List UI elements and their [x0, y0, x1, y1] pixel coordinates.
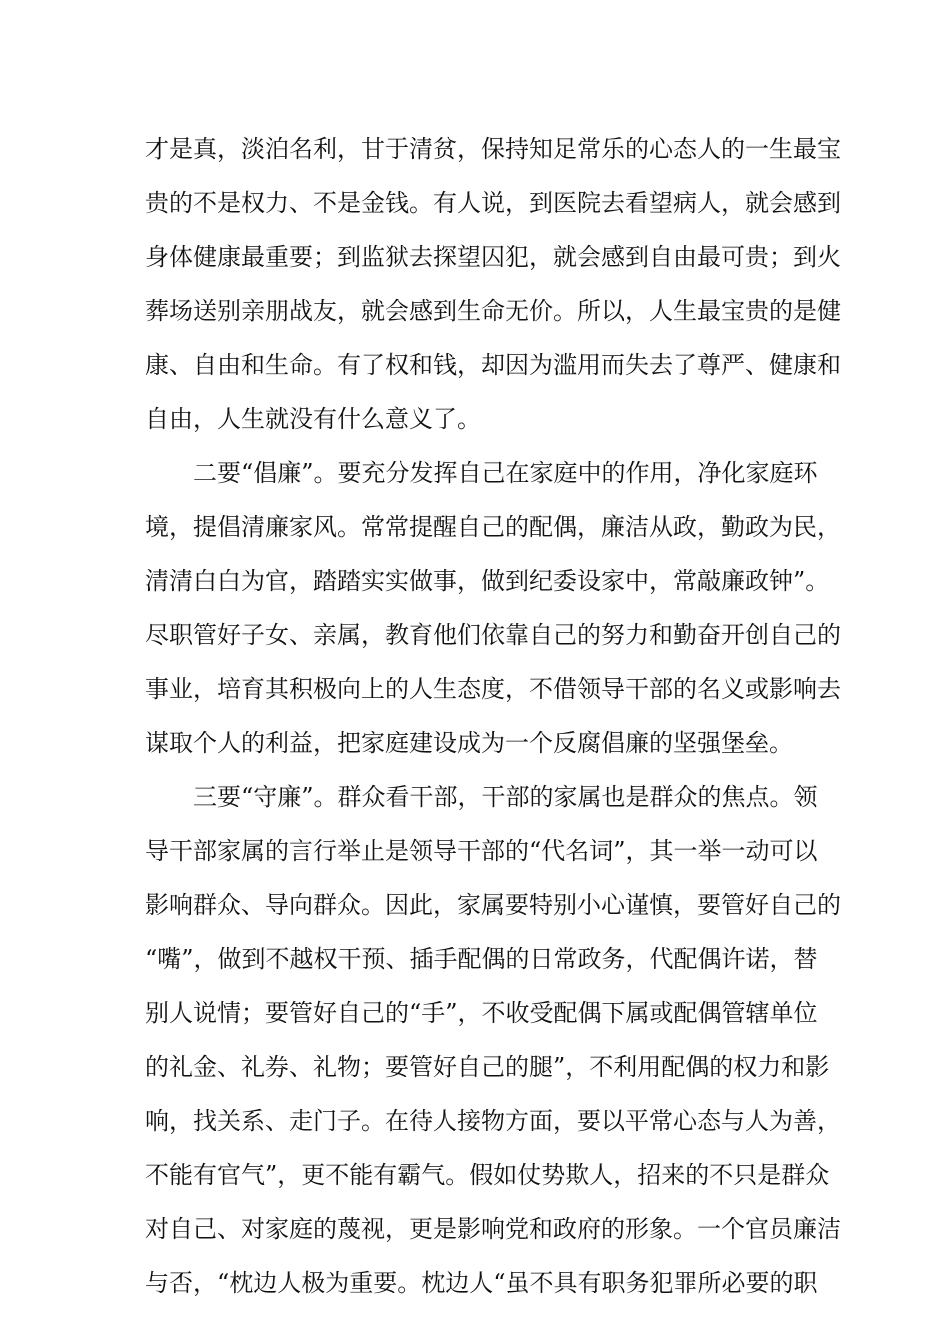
text-line: 对自己、对家庭的蔑视，更是影响党和政府的形象。一个官员廉洁 [145, 1215, 841, 1243]
text-line: 葬场送别亲朋战友，就会感到生命无价。所以，人生最宝贵的是健 [145, 297, 841, 325]
text-line: 贵的不是权力、不是金钱。有人说，到医院去看望病人，就会感到 [145, 189, 841, 217]
text-line: 的礼金、礼券、礼物；要管好自己的腿”，不利用配偶的权力和影 [145, 1053, 830, 1081]
paragraph-1 [145, 122, 841, 446]
text-line: 尽职管好子女、亲属，教育他们依靠自己的努力和勤奋开创自己的 [145, 621, 841, 649]
text-line: “嘴”，做到不越权干预、插手配偶的日常政务，代配偶许诺，替 [145, 945, 818, 973]
text-line: 响，找关系、走门子。在待人接物方面，要以平常心态与人为善， [145, 1107, 841, 1135]
text-line: 谋取个人的利益，把家庭建设成为一个反腐倡廉的坚强堡垒。 [145, 729, 793, 757]
text-line: 导干部家属的言行举止是领导干部的“代名词”，其一举一动可以 [145, 837, 818, 865]
text-line: 别人说情；要管好自己的“手”，不收受配偶下属或配偶管辖单位 [145, 999, 818, 1027]
text-line: 与否，“枕边人极为重要。枕边人“虽不具有职务犯罪所必要的职 [145, 1269, 818, 1297]
text-line: 二要“倡廉”。要充分发挥自己在家庭中的作用，净化家庭环 [193, 459, 818, 487]
text-line: 康、自由和生命。有了权和钱，却因为滥用而失去了尊严、健康和 [145, 351, 841, 379]
text-line: 不能有官气”，更不能有霸气。假如仗势欺人，招来的不只是群众 [145, 1161, 830, 1189]
text-line: 三要“守廉”。群众看干部，干部的家属也是群众的焦点。领 [193, 783, 818, 811]
text-line: 清清白白为官，踏踏实实做事，做到纪委设家中，常敲廉政钟”。 [145, 567, 830, 595]
text-line: 才是真，淡泊名利，甘于清贫，保持知足常乐的心态人的一生最宝 [145, 135, 841, 163]
paragraph-3 [145, 770, 841, 1310]
text-line: 事业，培育其积极向上的人生态度，不借领导干部的名义或影响去 [145, 675, 841, 703]
document-body [145, 122, 841, 1310]
text-line: 身体健康最重要；到监狱去探望囚犯，就会感到自由最可贵；到火 [145, 243, 841, 271]
paragraph-2 [145, 446, 841, 770]
text-line: 自由，人生就没有什么意义了。 [145, 405, 481, 433]
text-line: 境，提倡清廉家风。常常提醒自己的配偶，廉洁从政，勤政为民， [145, 513, 841, 541]
text-line: 影响群众、导向群众。因此，家属要特别小心谨慎，要管好自己的 [145, 891, 841, 919]
